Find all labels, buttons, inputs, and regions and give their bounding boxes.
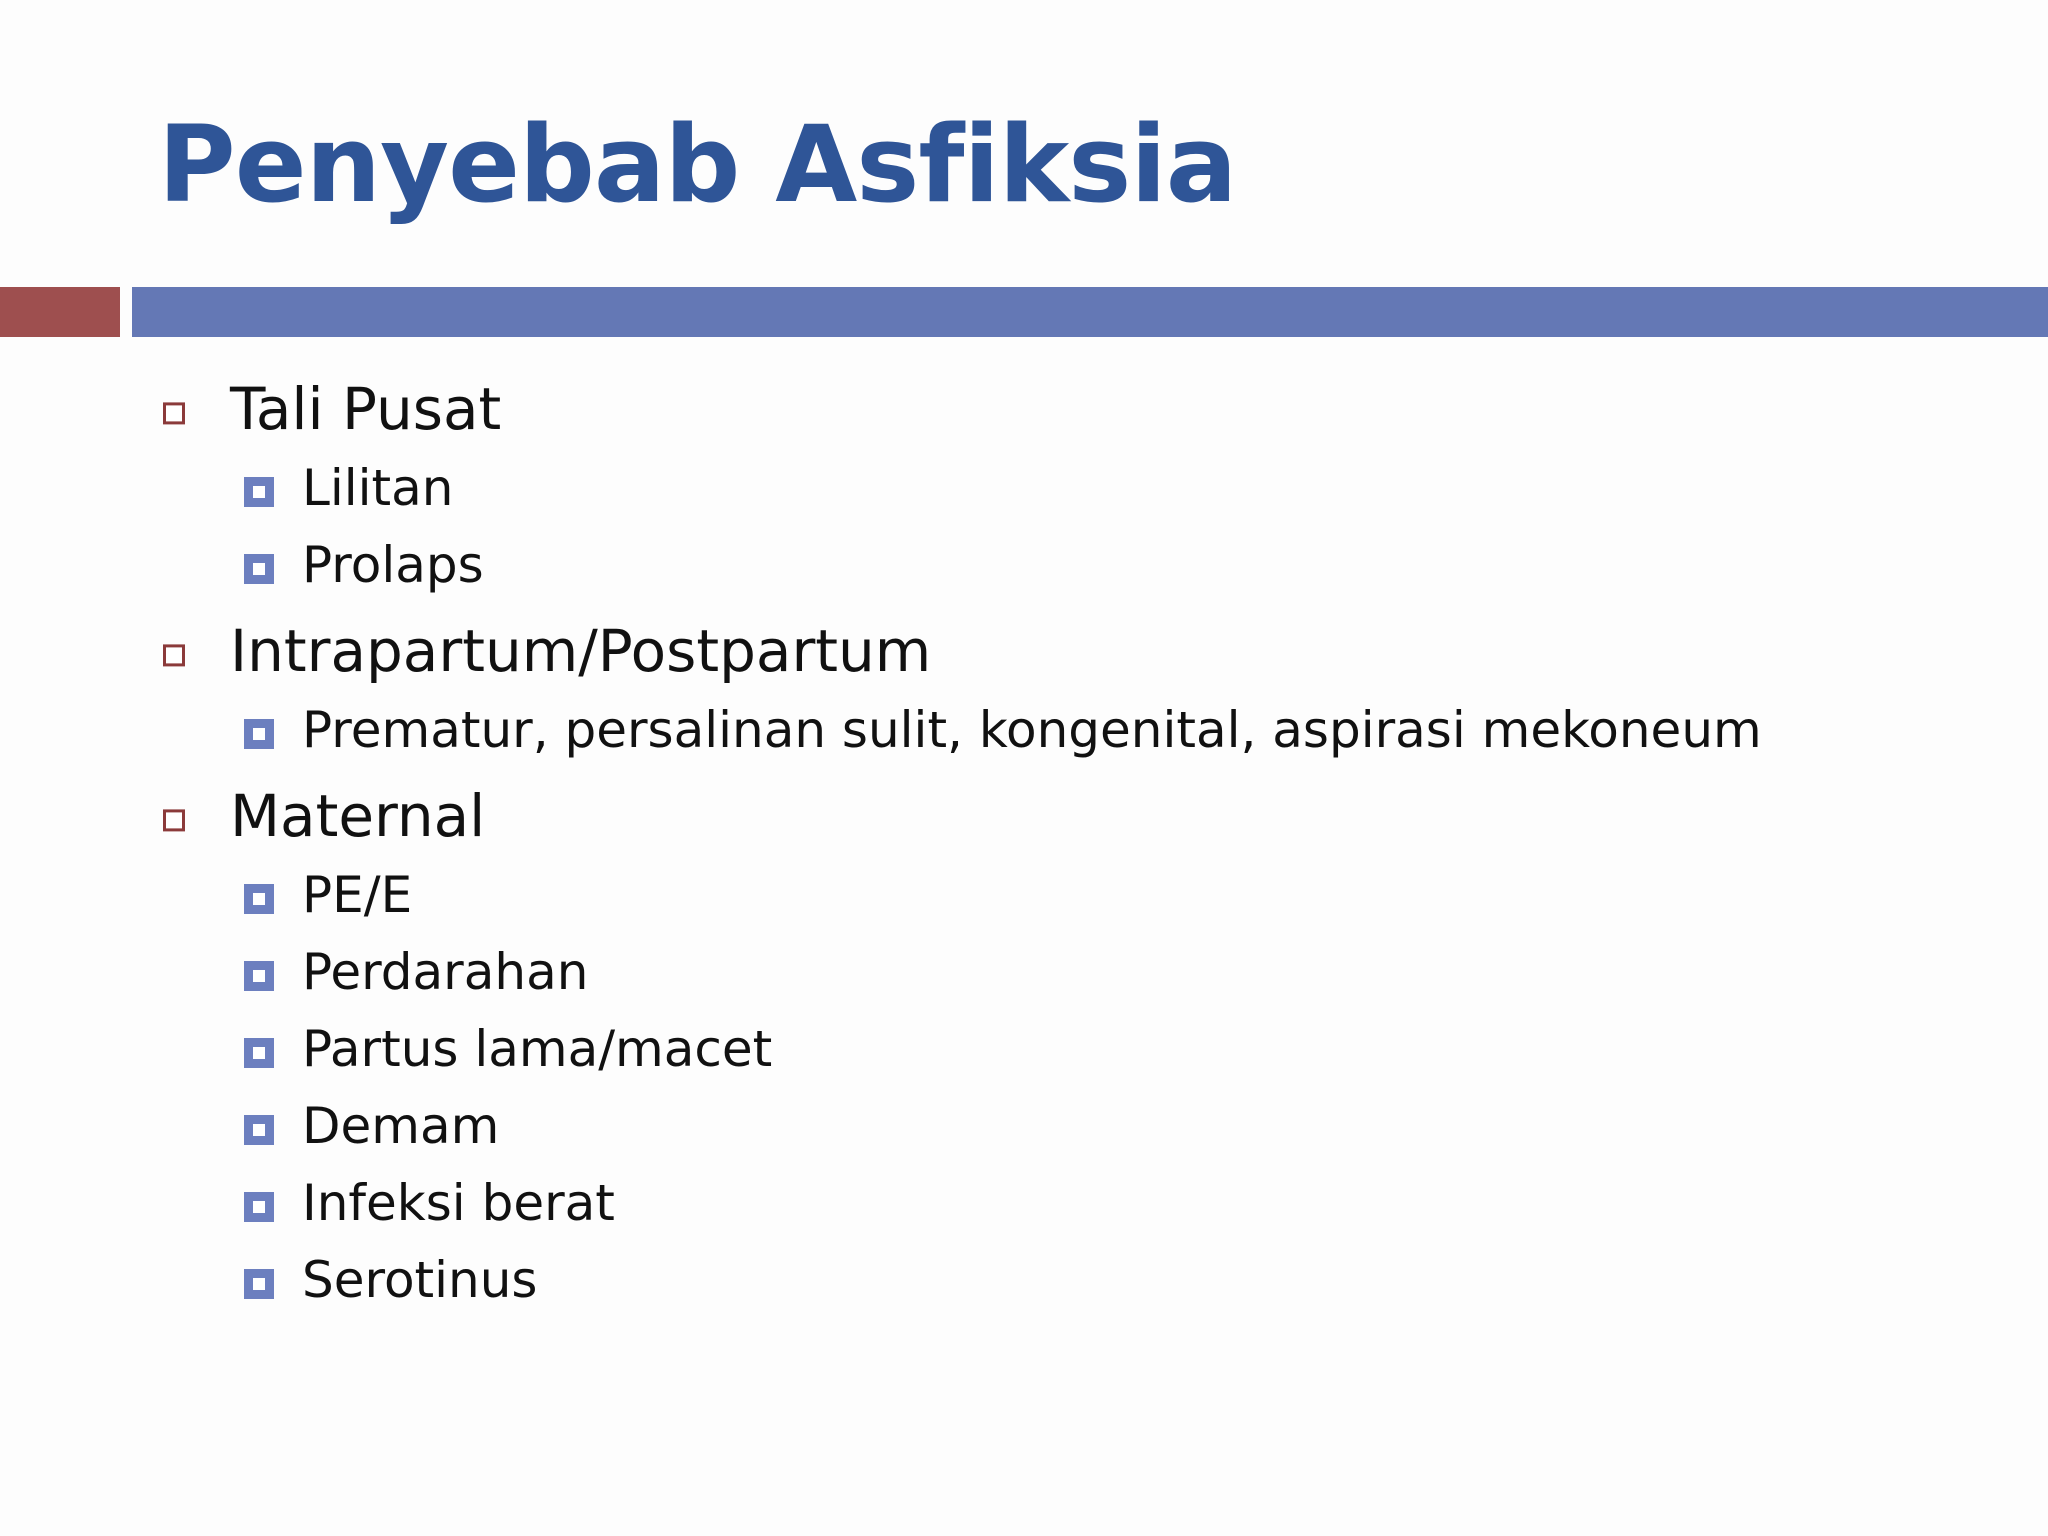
list-item-level2 bbox=[160, 450, 2020, 527]
slide-title: Penyebab Asfiksia bbox=[158, 103, 1237, 226]
accent-bar-right bbox=[132, 287, 2048, 337]
level2-label: Prematur, persalinan sulit, kongenital, aspirasi mekoneum bbox=[302, 701, 1762, 759]
list-item-level2 bbox=[160, 1242, 2020, 1319]
level2-label: PE/E bbox=[302, 866, 413, 924]
list-item-level2 bbox=[160, 1088, 2020, 1165]
square-bullet-icon bbox=[244, 961, 274, 991]
level1-label: Maternal bbox=[230, 782, 486, 850]
square-bullet-icon bbox=[244, 1115, 274, 1145]
square-bullet-icon bbox=[244, 1269, 274, 1299]
square-bullet-icon bbox=[244, 1192, 274, 1222]
level2-label: Serotinus bbox=[302, 1251, 538, 1309]
square-bullet-icon bbox=[244, 719, 274, 749]
level1-label: Tali Pusat bbox=[230, 375, 502, 443]
list-item-level1 bbox=[160, 775, 2020, 857]
list-item-level2 bbox=[160, 1165, 2020, 1242]
list-item-level2 bbox=[160, 527, 2020, 604]
level2-label: Perdarahan bbox=[302, 943, 589, 1001]
list-item-level1 bbox=[160, 368, 2020, 450]
list-item-level1 bbox=[160, 610, 2020, 692]
list-item-level2 bbox=[160, 857, 2020, 934]
level1-label: Intrapartum/Postpartum bbox=[230, 617, 932, 685]
level2-label: Demam bbox=[302, 1097, 500, 1155]
hollow-square-bullet-icon bbox=[163, 644, 185, 666]
level2-label: Lilitan bbox=[302, 459, 454, 517]
list-item-level2 bbox=[160, 692, 2020, 769]
level2-label: Infeksi berat bbox=[302, 1174, 615, 1232]
list-item-level2 bbox=[160, 1011, 2020, 1088]
hollow-square-bullet-icon bbox=[163, 809, 185, 831]
square-bullet-icon bbox=[244, 477, 274, 507]
level2-label: Prolaps bbox=[302, 536, 484, 594]
square-bullet-icon bbox=[244, 884, 274, 914]
accent-bar-left bbox=[0, 287, 120, 337]
bullet-list bbox=[160, 362, 2020, 1319]
level2-label: Partus lama/macet bbox=[302, 1020, 773, 1078]
list-item-level2 bbox=[160, 934, 2020, 1011]
hollow-square-bullet-icon bbox=[163, 402, 185, 424]
square-bullet-icon bbox=[244, 554, 274, 584]
square-bullet-icon bbox=[244, 1038, 274, 1068]
